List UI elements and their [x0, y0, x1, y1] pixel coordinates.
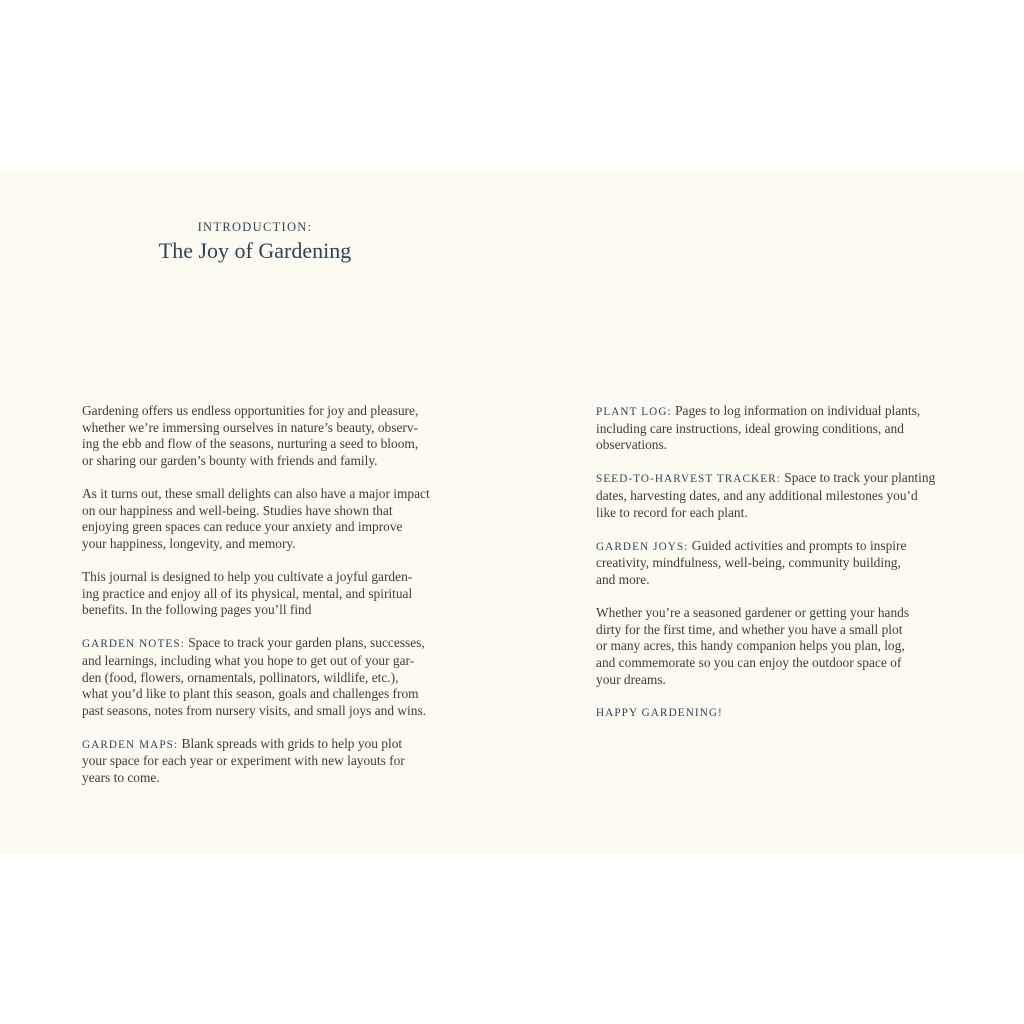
section-seed-to-harvest [596, 470, 941, 521]
paragraph-closing: Whether you’re a seasoned gardener or getting your hands dirty for the first time, and whether you have a small plot or many acres, this handy companion helps you plan, log, and commemorate so you can enjoy the outdoor space of your dreams. [596, 605, 910, 687]
section-garden-notes [82, 635, 432, 719]
paragraph-wellbeing: As it turns out, these small delights can also have a major impact on our happiness and well-being. Studies have shown that enjoying green spaces can reduce your anxiety and improve your happiness, longevity, and memory. [82, 485, 430, 551]
garden-notes-label: GARDEN NOTES: [82, 638, 185, 651]
page-title: The Joy of Gardening [158, 238, 352, 263]
tracker-label: SEED-TO-HARVEST TRACKER: [596, 473, 781, 486]
garden-maps-label: GARDEN MAPS: [82, 738, 179, 751]
plant-log-text: Pages to log information on individual plants, including care instructions, ideal growing conditions, and observations. [596, 403, 921, 453]
garden-notes-text: Space to track your garden plans, successes, and learnings, including what you hope to get out of your gar- den (food, flowers, ornamentals, pollinators, wildlife, etc.), what you’d like to plant this season, goals and challenges from past seasons, notes from nursery visits, and small joys and wins. [82, 635, 427, 718]
left-column [82, 403, 432, 803]
plant-log-label: PLANT LOG: [596, 406, 672, 418]
section-garden-maps [82, 736, 432, 787]
section-garden-joys [596, 538, 941, 589]
signoff: HAPPY GARDENING! [596, 706, 723, 719]
garden-joys-text: Guided activities and prompts to inspire creativity, mindfulness, well-being, community building, and more. [596, 537, 907, 587]
paragraph-journal: This journal is designed to help you cultivate a joyful garden- ing practice and enjoy all of its physical, mental, and spiritual benefits. In the following pages you’ll find [82, 568, 413, 618]
intro-eyebrow: INTRODUCTION: [197, 220, 313, 234]
book-spread [0, 171, 1024, 854]
intro-heading [0, 220, 510, 264]
right-column [596, 403, 941, 738]
garden-maps-text: Blank spreads with grids to help you plot your space for each year or experiment with new layouts for years to come. [82, 735, 405, 786]
tracker-text: Space to track your planting dates, harvesting dates, and any additional milestones you’d like to record for each plant. [596, 470, 936, 520]
paragraph-opening: Gardening offers us endless opportunities for joy and pleasure, whether we’re immersing ourselves in nature’s beauty, observ- ing the ebb and flow of the seasons, nurturing a seed to bloom, or sharing our garden’s bounty with friends and family. [82, 403, 419, 468]
section-plant-log [596, 403, 941, 454]
garden-joys-label: GARDEN JOYS: [596, 540, 689, 553]
